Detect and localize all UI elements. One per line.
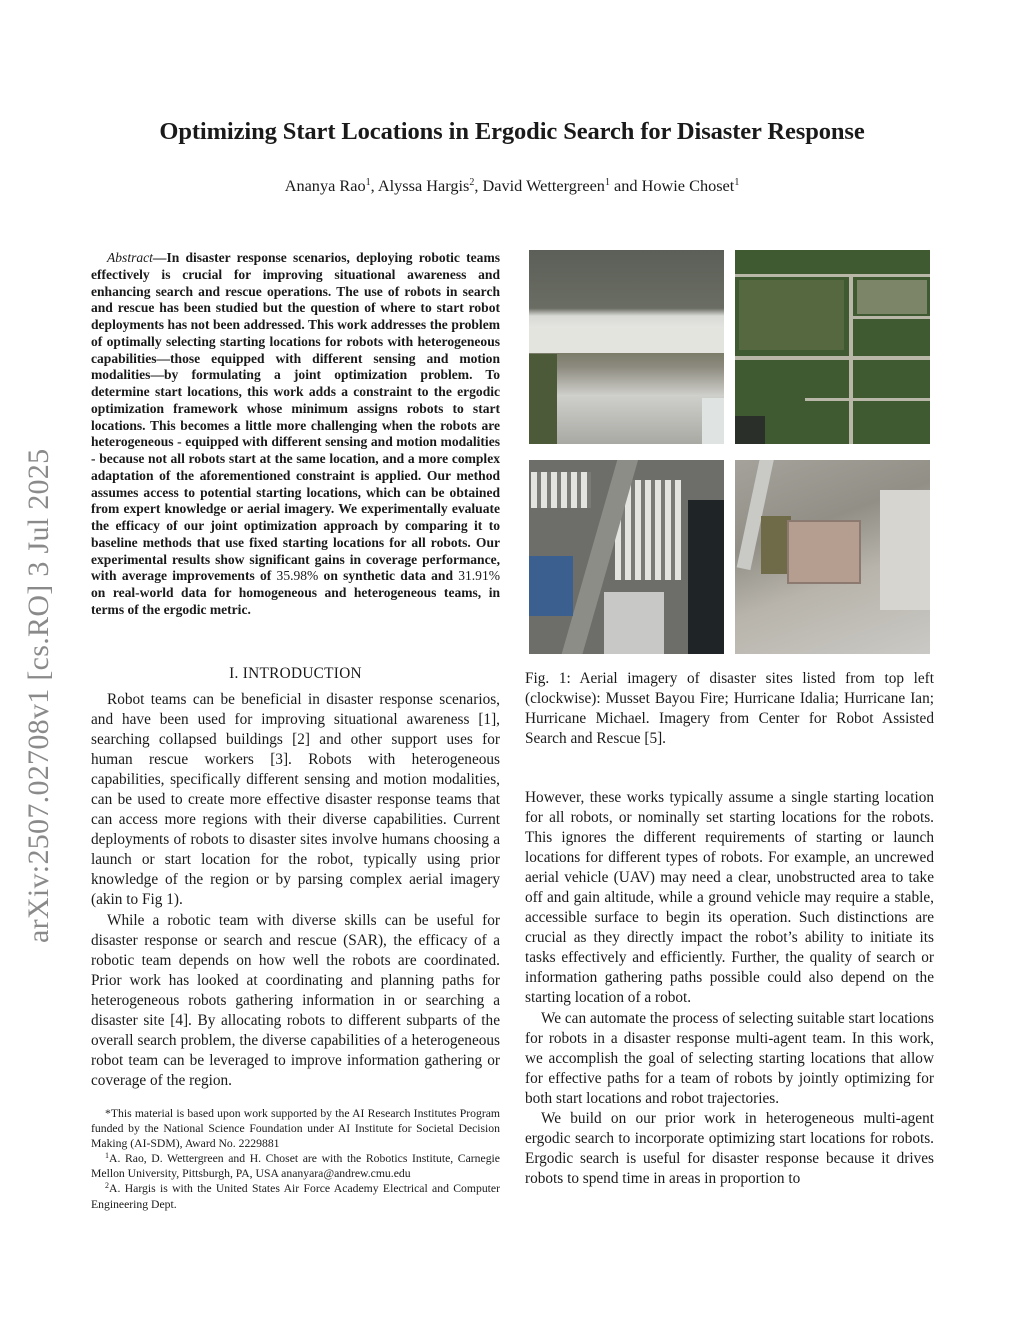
- paragraph: We can automate the process of selecting suitable start locations for robots in a disaster response multi-agent team. In this work, we accomplish the goal of selecting starting locations that allow for effective paths for a team of robots by jointly optimizing for both start locations and robot trajectories.: [525, 1009, 934, 1107]
- author-name: David Wettergreen: [482, 176, 605, 195]
- aerial-image-hurricane-michael: [529, 460, 724, 654]
- abstract-dash: —: [152, 250, 167, 265]
- street: [805, 398, 930, 401]
- destroyed-building-slab: [787, 520, 861, 584]
- figure-1-caption: Fig. 1: Aerial imagery of disaster sites listed from top left (clockwise): Musset Bayou Fire; Hurricane Idalia; Hurricane Ian; Hurricane Michael. Imagery from Center for Robot Assisted Search and Rescue [5].: [525, 670, 934, 748]
- paragraph: Robot teams can be beneficial in disaster response scenarios, and have been used for improving situational awareness [1], searching collapsed buildings [2] and other support uses for human rescue workers [3]. Robots with heterogeneous capabilities, specifically different sensing and motion modalities, can be used to create more effective disaster response teams that can access more regions with their diverse capabilities. Current deployments of robots to disaster sites involve humans choosing a launch or start location for the robot, typically using prior knowledge of the region or by parsing complex aerial imagery (akin to Fig 1).: [91, 691, 500, 909]
- arxiv-identifier: arXiv:2507.02708v1 [cs.RO] 3 Jul 2025: [22, 448, 55, 943]
- street: [735, 274, 930, 277]
- abstract-text: on real-world data for homogeneous and heterogeneous teams, in terms of the ergodic metric.: [91, 585, 500, 617]
- footnote-mark: 1: [105, 1151, 109, 1161]
- street: [735, 356, 930, 360]
- street: [853, 316, 930, 319]
- abstract-label: Abstract: [107, 250, 153, 265]
- aerial-image-musset-bayou-fire: [529, 250, 724, 444]
- abstract-text: on synthetic data and: [318, 568, 459, 584]
- warehouse-roof: [604, 592, 664, 654]
- author-name: Howie Choset: [641, 176, 735, 195]
- road: [529, 328, 724, 353]
- affiliation-mark: 1: [365, 177, 371, 188]
- paragraph: We build on our prior work in heterogeneous multi-agent ergodic search to incorporate optimizing start locations for robots. Ergodic search is useful for disaster response because it drives robots to spend time in areas in proportion to: [525, 1109, 934, 1187]
- abstract-text: In disaster response scenarios, deploying robotic teams effectively is crucial for improving situational awareness and enhancing search and rescue operations. The use of robots in search and rescue has been studied but the question of where to start robot deployments has not been addressed. This work addresses the problem of optimally selecting starting locations for robots with heterogeneous capabilities—those equipped with different sensing and motion modalities—by formulating a joint optimization problem. To determine start locations, this work adds a constraint to the ergodic optimization framework whose minimum assigns robots to start locations. This becomes a little more challenging when the robots are heterogeneous - equipped with different sensing and motion modalities - because not all robots start at the same location, and a more complex adaptation of the aforementioned constraint is applied. Our method assumes access to potential starting locations, which can be obtained from expert knowledge or aerial imagery. We experimentally evaluate the efficacy of our joint optimization approach by comparing it to baseline methods that use fixed starting locations for all robots. Our experimental results show significant gains in coverage performance, with average improvements of: [91, 250, 500, 584]
- footnote-text: A. Hargis is with the United States Air Force Academy Electrical and Computer Engineering Dept.: [91, 1182, 500, 1211]
- footnotes: [91, 1106, 500, 1212]
- aerial-image-hurricane-ian: [735, 460, 930, 654]
- footnote-affiliation-1: [91, 1151, 500, 1181]
- author-list: [0, 176, 1024, 196]
- abstract: [91, 250, 500, 619]
- damaged-homes: [531, 472, 591, 508]
- right-column-body: [525, 788, 934, 1189]
- footnote-mark: 2: [105, 1181, 109, 1191]
- vegetation: [529, 354, 557, 444]
- author-separator: and: [609, 176, 642, 195]
- footnote-affiliation-2: [91, 1181, 500, 1211]
- affiliation-mark: 2: [469, 177, 475, 188]
- author-separator: ,: [370, 176, 378, 195]
- affiliation-mark: 1: [604, 177, 610, 188]
- blue-roof-building: [529, 556, 573, 616]
- paragraph: However, these works typically assume a single starting location for all robots, or nominally set starting locations for the robots. This ignores the different requirements of starting or launch locations for different types of robots. For example, an uncrewed aerial vehicle (UAV) may need a clear, unobstructed area to take off and gain altitude, while a ground vehicle may require a stable, accessible surface to begin its operation. Such distinctions are crucial as they directly impact the robot’s ability to initiate its tasks effectively and efficiently. Further, the quality of search or information gathering paths possible could also depend on the starting location of a robot.: [525, 789, 934, 1007]
- building: [702, 398, 724, 444]
- figure-1-aerial-imagery: [529, 250, 930, 654]
- paper-title: Optimizing Start Locations in Ergodic Search for Disaster Response: [159, 118, 865, 145]
- paragraph: While a robotic team with diverse skills can be useful for disaster response or search and rescue (SAR), the efficacy of a robotic team depends on how well the robots are coordinated. Prior work has looked at coordinating and planning paths for heterogeneous robots gathering information in or searching a disaster site [4]. By allocating robots to different subparts of the overall search problem, the diverse capabilities of a heterogeneous robot team can be leveraged to improve information gathering or coverage of the region.: [91, 911, 500, 1089]
- houses-block: [857, 280, 927, 314]
- synthetic-improvement-value: 35.98%: [276, 568, 319, 584]
- real-world-improvement-value: 31.91%: [458, 568, 500, 584]
- section-heading-introduction: I. INTRODUCTION: [229, 665, 362, 682]
- footnote-funding: *This material is based upon work supported by the AI Research Institutes Program funded by the National Science Foundation under AI Institute for Societal Decision Making (AI-SDM), Award No. 2229881: [91, 1107, 500, 1151]
- aerial-image-hurricane-idalia: [735, 250, 930, 444]
- water: [735, 416, 765, 444]
- author-name: Alyssa Hargis: [377, 176, 470, 195]
- water: [688, 500, 724, 654]
- introduction-body: [91, 690, 500, 1091]
- debris-field: [880, 490, 930, 610]
- author-separator: ,: [474, 176, 483, 195]
- footnote-text: A. Rao, D. Wettergreen and H. Choset are with the Robotics Institute, Carnegie Mellon University, Pittsburgh, PA, USA ananyara@andrew.cmu.edu: [91, 1152, 500, 1181]
- affiliation-mark: 1: [734, 177, 740, 188]
- author-name: Ananya Rao: [284, 176, 366, 195]
- tree-block: [739, 280, 844, 350]
